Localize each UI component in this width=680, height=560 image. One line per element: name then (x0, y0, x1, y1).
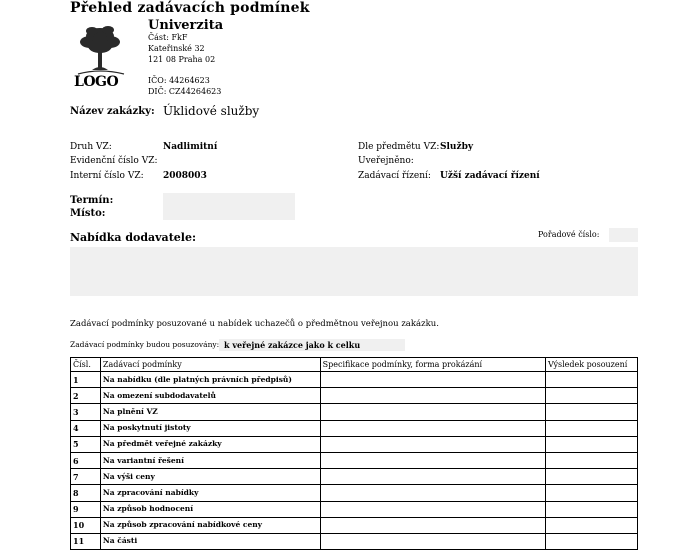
row-vysledek (546, 404, 638, 420)
row-specifikace (320, 501, 545, 517)
row-specifikace (320, 420, 545, 436)
row-vysledek (546, 420, 638, 436)
row-number: 2 (71, 388, 101, 404)
zakazka-name-value: Úklidové služby (163, 104, 260, 118)
row-condition: Na nabídku (dle platných právních předpisů) (100, 372, 320, 388)
row-specifikace (320, 452, 545, 468)
university-logo (72, 22, 130, 94)
row-number: 3 (71, 404, 101, 420)
header-cislo: Čísl. (71, 358, 101, 372)
row-number: 5 (71, 436, 101, 452)
row-number: 8 (71, 485, 101, 501)
uverejneno-label: Uveřejněno: (358, 156, 414, 166)
table-row (71, 533, 638, 549)
row-number: 1 (71, 372, 101, 388)
zakazka-name-label: Název zakázky: (70, 106, 155, 117)
university-ico: IČO: 44264623 (148, 76, 210, 85)
row-number: 10 (71, 517, 101, 533)
row-vysledek (546, 517, 638, 533)
termin-label: Termín: (70, 195, 114, 206)
row-specifikace (320, 388, 545, 404)
table-row (71, 452, 638, 468)
row-condition: Na způsob hodnocení (100, 501, 320, 517)
row-specifikace (320, 372, 545, 388)
predmet-label: Dle předmětu VZ: (358, 142, 440, 152)
row-vysledek (546, 469, 638, 485)
row-vysledek (546, 372, 638, 388)
interni-value: 2008003 (163, 171, 207, 181)
row-vysledek (546, 436, 638, 452)
interni-label: Interní číslo VZ: (70, 171, 144, 181)
row-vysledek (546, 452, 638, 468)
row-condition: Na variantní řešení (100, 452, 320, 468)
misto-label: Místo: (70, 208, 106, 219)
university-name: Univerzita (148, 18, 224, 33)
row-vysledek (546, 533, 638, 549)
row-specifikace (320, 404, 545, 420)
table-row (71, 517, 638, 533)
row-specifikace (320, 436, 545, 452)
row-condition: Na poskytnutí jistoty (100, 420, 320, 436)
row-condition: Na zpracování nabídky (100, 485, 320, 501)
druh-label: Druh VZ: (70, 142, 112, 152)
table-row (71, 469, 638, 485)
row-vysledek (546, 501, 638, 517)
posuzovany-value: k veřejné zakázce jako k celku (224, 340, 361, 350)
table-row (71, 485, 638, 501)
termin-misto-box (163, 193, 295, 220)
row-number: 9 (71, 501, 101, 517)
row-condition: Na předmět veřejné zakázky (100, 436, 320, 452)
table-row (71, 420, 638, 436)
row-condition: Na výši ceny (100, 469, 320, 485)
table-row (71, 372, 638, 388)
row-specifikace (320, 533, 545, 549)
evidencni-label: Evidenční číslo VZ: (70, 156, 158, 166)
university-street: Kateřinské 32 (148, 44, 205, 53)
rizeni-value: Užší zadávací řízení (440, 171, 540, 181)
row-number: 11 (71, 533, 101, 549)
table-row (71, 501, 638, 517)
poradove-box (609, 228, 638, 242)
intro-text: Zadávací podmínky posuzované u nabídek uchazečů o předmětnou veřejnou zakázku. (70, 319, 439, 329)
logo-text: LOGO (74, 74, 119, 90)
row-vysledek (546, 485, 638, 501)
table-row (71, 388, 638, 404)
university-part: Část: FkF (148, 33, 188, 42)
header-specifikace: Specifikace podmínky, forma prokázání (320, 358, 545, 372)
university-city: 121 08 Praha 02 (148, 55, 216, 64)
row-condition: Na omezení subdodavatelů (100, 388, 320, 404)
row-condition: Na způsob zpracování nabídkové ceny (100, 517, 320, 533)
conditions-table (70, 357, 638, 550)
header-vysledek: Výsledek posouzení (546, 358, 638, 372)
row-specifikace (320, 517, 545, 533)
university-dic: DIČ: CZ44264623 (148, 87, 222, 96)
row-number: 4 (71, 420, 101, 436)
table-row (71, 404, 638, 420)
poradove-label: Pořadové číslo: (538, 230, 600, 239)
posuzovany-label: Zadávací podmínky budou posuzovány: (70, 340, 220, 349)
nabidka-box (70, 247, 638, 296)
druh-value: Nadlimitní (163, 142, 218, 152)
header-podminky: Zadávací podmínky (100, 358, 320, 372)
row-number: 6 (71, 452, 101, 468)
page-title: Přehled zadávacích podmínek (70, 0, 310, 16)
row-number: 7 (71, 469, 101, 485)
row-specifikace (320, 485, 545, 501)
predmet-value: Služby (440, 142, 474, 152)
row-condition: Na plnění VZ (100, 404, 320, 420)
row-vysledek (546, 388, 638, 404)
row-specifikace (320, 469, 545, 485)
rizeni-label: Zadávací řízení: (358, 171, 431, 181)
row-condition: Na části (100, 533, 320, 549)
nabidka-label: Nabídka dodavatele: (70, 231, 197, 244)
table-row (71, 436, 638, 452)
tree-icon (72, 22, 130, 78)
table-header-row (71, 358, 638, 372)
